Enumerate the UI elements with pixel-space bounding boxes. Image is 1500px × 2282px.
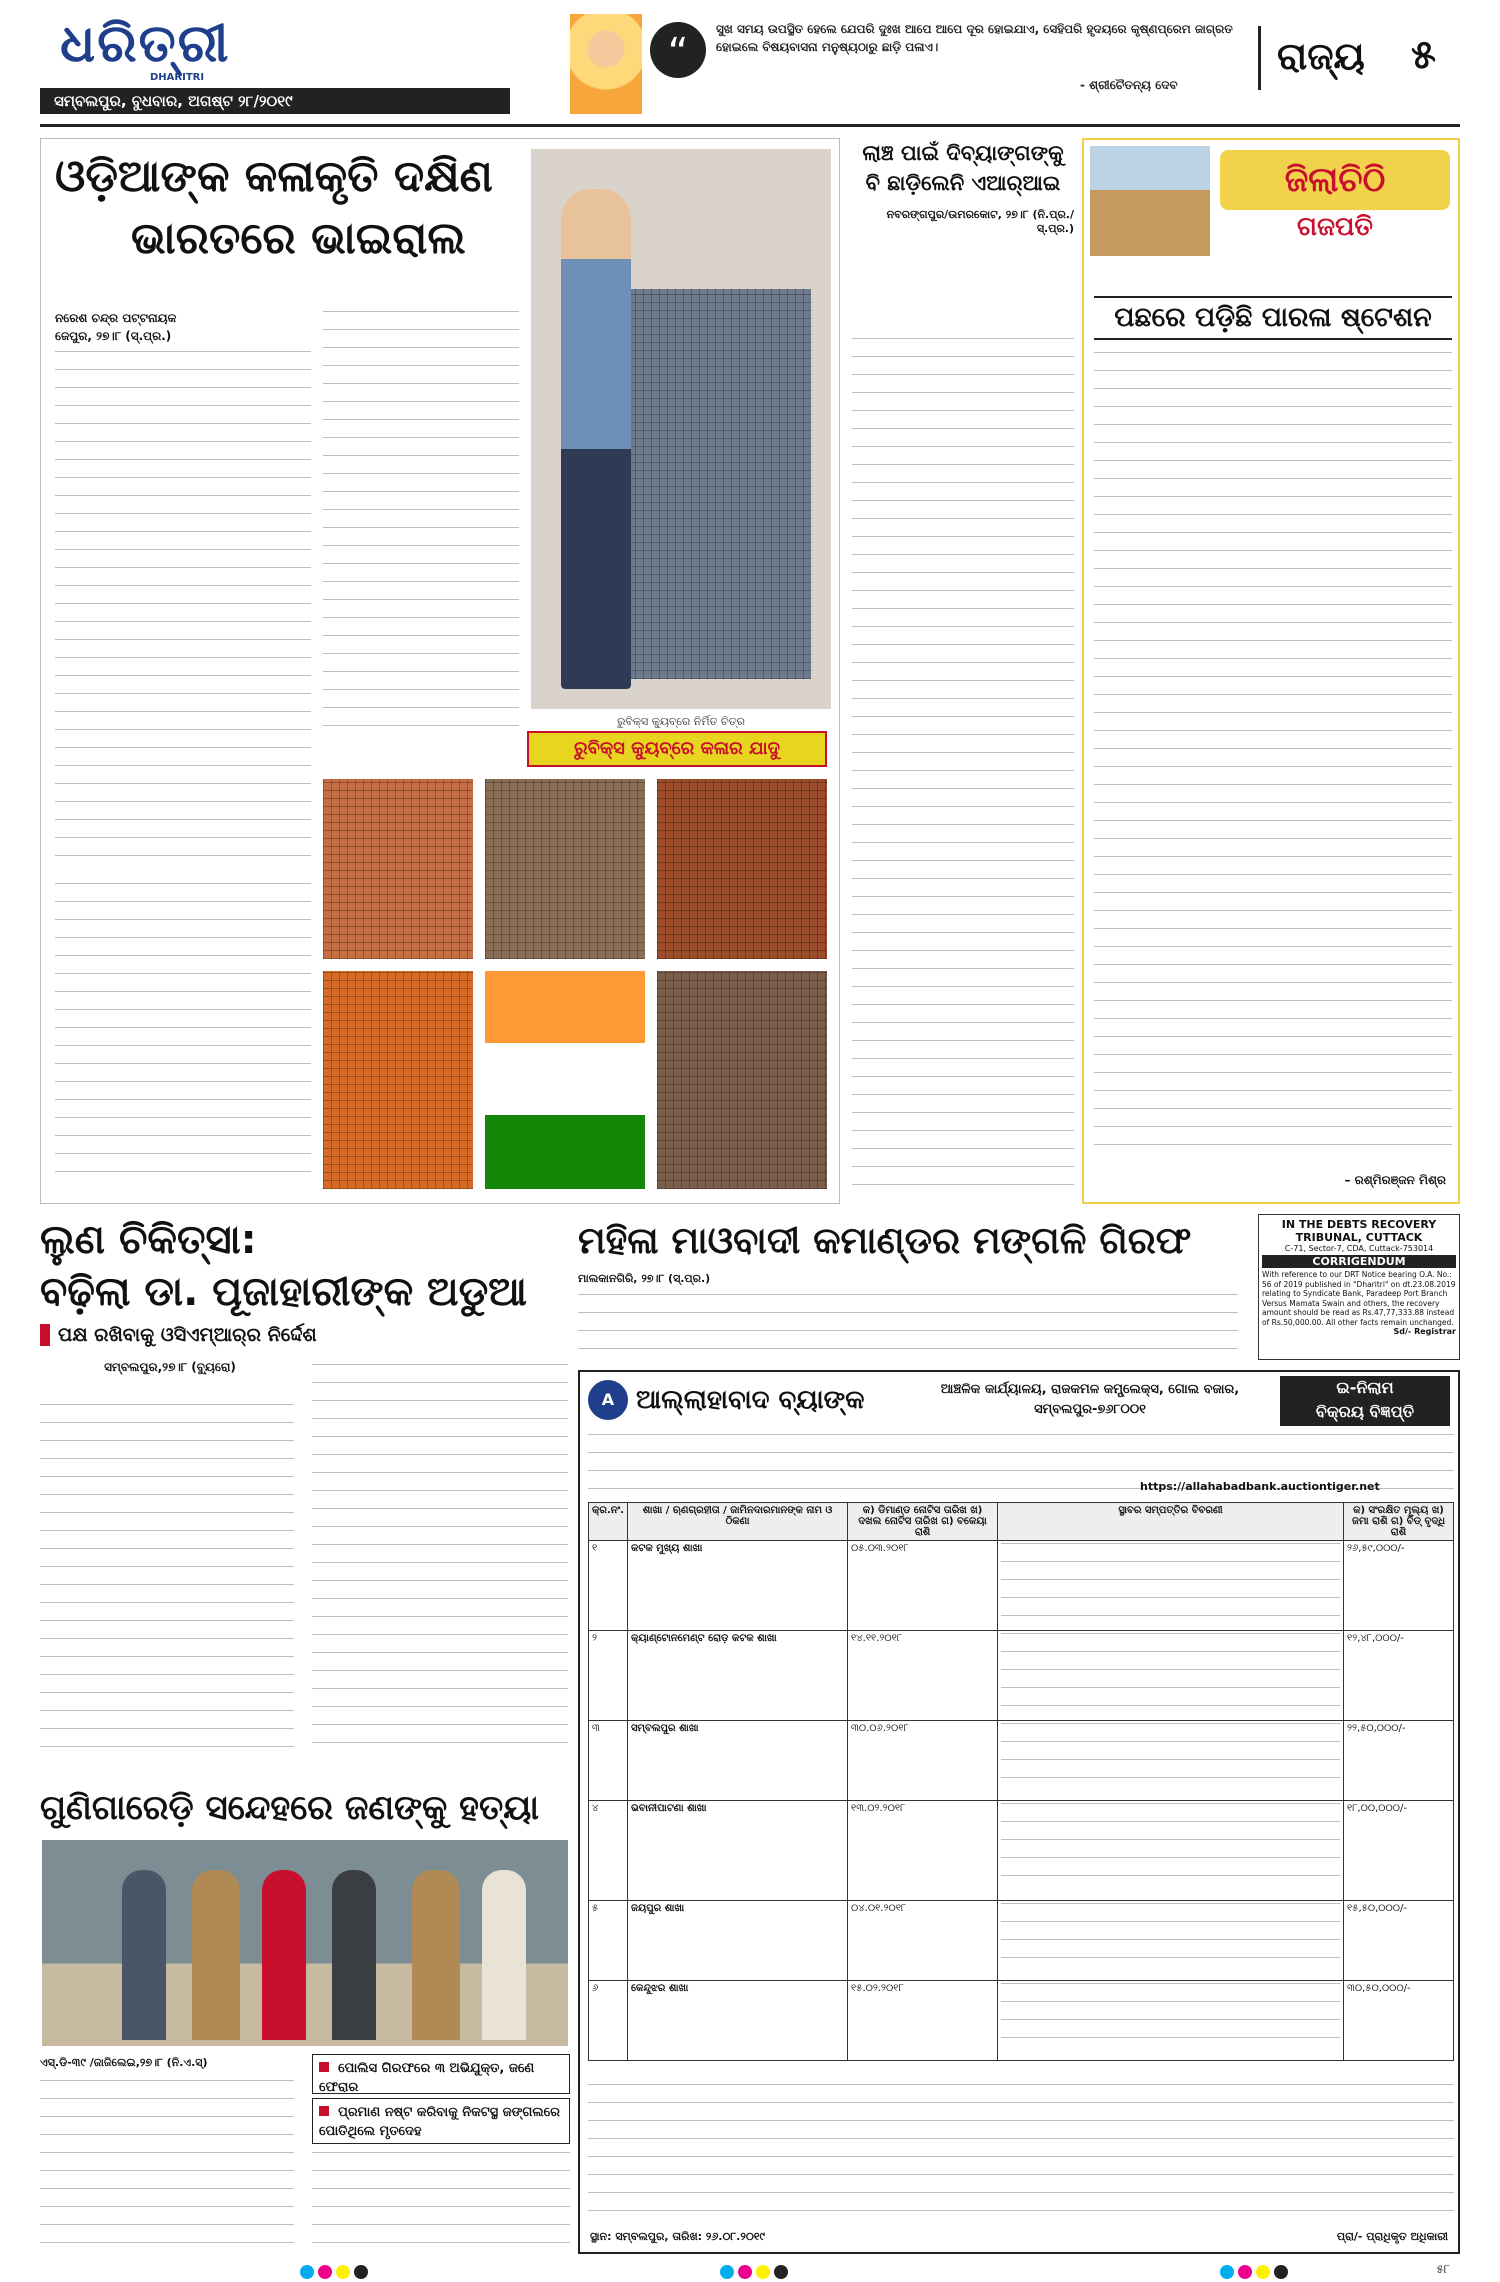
artist-photo [531, 149, 831, 728]
bank-office: ଆଞ୍ଚଳିକ କାର୍ଯ୍ୟାଳୟ, ରାଜକମଳ କମ୍ପ୍ଲେକ୍ସ, ଗୋଲ ବଜାର, ସମ୍ବଲପୁର-୭୬୮୦୦୧ [940, 1382, 1240, 1417]
story3-body-col2 [312, 1364, 568, 1754]
cube-art-4 [323, 971, 473, 1189]
story5-box1-text: ପୋଲିସ ଗିରଫରେ ୩ ଅଭିଯୁକ୍ତ, ଜଣେ ଫେରାର [319, 2061, 535, 2095]
story1-dateline: ଜେପୁର, ୨୭।୮ (ସ୍.ପ୍ର.) [55, 329, 172, 343]
table-row [589, 1901, 1454, 1981]
notice-sign: Sd/- Registrar [1393, 1327, 1456, 1336]
story3-dateline: ସମ୍ବଲପୁର,୨୭।୮ (ବ୍ୟୁରୋ) [104, 1360, 236, 1374]
story5-box2-text: ପ୍ରମାଣ ନଷ୍ଟ କରିବାକୁ ନିକଟସ୍ଥ ଜଙ୍ଗଲରେ ପୋତିଥିଲେ ମୃତଦେହ [319, 2105, 561, 2139]
row-no: ୧ [589, 1541, 628, 1631]
story5-box1 [312, 2054, 570, 2094]
police-officer-1 [192, 1870, 240, 2040]
rubiks-portrait [611, 289, 811, 679]
masthead-quote-author: - ଶ୍ରୀଚୈତନ୍ୟ ଦେବ [1080, 78, 1178, 92]
masthead-logo: ଧରିତ୍ରୀ [60, 14, 231, 74]
ad-terms [588, 2084, 1454, 2214]
story1-banner-text: ରୁବିକ୍ସ କ୍ୟୁବ୍‌ରେ କଳାର ଯାଦୁ [573, 738, 781, 759]
row-property [998, 1631, 1344, 1721]
yellow-dot [336, 2265, 350, 2279]
registration-marks-mid [720, 2264, 792, 2282]
row-property [998, 1801, 1344, 1901]
row-dates: ୧୩.୦୨.୨୦୧୮ [848, 1801, 998, 1901]
story5-headline: ଗୁଣିଗାରେଡ଼ି ସନ୍ଦେହରେ ଜଣଙ୍କୁ ହତ୍ୟା [40, 1788, 539, 1828]
story5-dateline: ଏସ୍.ଡି-୩୯ /ଜାଜିଲେଇ,୨୭।୮ (ନି.ଏ.ସ୍) [40, 2056, 208, 2069]
magenta-dot [738, 2265, 752, 2279]
cube-art-india-map [485, 971, 645, 1189]
table-header-row [589, 1503, 1454, 1541]
row-branch: କ୍ୟାଣ୍ଟୋନମେଣ୍ଟ ରୋଡ଼ କଟକ ଶାଖା [628, 1631, 848, 1721]
notice-body: With reference to our DRT Notice bearing O.A. No.: 56 of 2019 published in "Dharitri" on dt.23.08.2019 relating to Syndicate Bank, Paradeep Port Branch Versus Mamata Swain and others, the recovery amount should be read as Rs.47,77,333.88 instead of Rs.50,000.00. All other facts remain unchanged. [1262, 1270, 1456, 1327]
table-row [589, 1631, 1454, 1721]
notice-court: IN THE DEBTS RECOVERY TRIBUNAL, CUTTACK [1281, 1218, 1437, 1244]
story2-dateline: ନବରଙ୍ଗପୁର/ଉମରକୋଟ, ୨୭।୮ (ନି.ପ୍ର./ସ୍.ପ୍ର.) [886, 208, 1074, 235]
cyan-dot [1220, 2265, 1234, 2279]
story1-body-col2 [323, 311, 519, 743]
row-property [998, 1981, 1344, 2061]
murder-story [40, 1784, 570, 2254]
registration-marks-left [300, 2264, 372, 2282]
masthead-logo-sub: DHARITRI [150, 72, 205, 83]
district-tag-box [1220, 150, 1450, 210]
row-no: ୨ [589, 1631, 628, 1721]
row-no: ୫ [589, 1901, 628, 1981]
drt-corrigendum [1258, 1214, 1460, 1360]
row-price: ୧୮,୦୦,୦୦୦/- [1344, 1801, 1454, 1901]
registration-marks-right [1220, 2264, 1292, 2282]
row-dates: ୧୪.୧୧.୨୦୧୮ [848, 1631, 998, 1721]
page-footer-number: ୫୮ [1436, 2262, 1450, 2276]
row-no: ୬ [589, 1981, 628, 2061]
row-price: ୨୨,୫୦,୦୦୦/- [1344, 1721, 1454, 1801]
table-row [589, 1981, 1454, 2061]
accused-person-4 [482, 1870, 526, 2040]
story2-headline: ଲାଞ୍ଚ ପାଇଁ ଦିବ୍ୟାଙ୍ଗଙ୍କୁ ବି ଛାଡ଼ିଲେନି ଏଆର୍‌ଆଇ [862, 141, 1064, 195]
auction-table [588, 1502, 1454, 2061]
auction-title-2: ବିକ୍ରୟ ବିଜ୍ଞପ୍ତି [1315, 1402, 1415, 1421]
story3-subhead-text: ପକ୍ଷ ରଖିବାକୁ ଓସିଏମ୍‌ଆର୍‌ର ନିର୍ଦ୍ଦେଶ [58, 1324, 317, 1346]
story2-body [852, 338, 1074, 1188]
row-dates: ୧୫.୦୨.୨୦୧୮ [848, 1981, 998, 2061]
col-header: କ) ସଂରକ୍ଷିତ ମୂଲ୍ୟ ଖ) ଜମା ରାଶି ଗ) ବିଡ୍ ବୃଦ୍ଧି ରାଶି [1344, 1503, 1454, 1541]
story5-body-col1 [40, 2080, 294, 2250]
story4-body [578, 1294, 1238, 1356]
police-officer-2 [412, 1870, 460, 2040]
story1-photo-caption: ରୁବିକ୍ସ କ୍ୟୁବ୍‌ରେ ନିର୍ମିତ ଚିତ୍ର [617, 715, 745, 728]
row-branch: ଜୟପୁର ଶାଖା [628, 1901, 848, 1981]
magenta-dot [1238, 2265, 1252, 2279]
feature-story [40, 138, 840, 1204]
story3-subhead [40, 1324, 570, 1346]
row-dates: ୦୪.୦୧.୨୦୧୮ [848, 1901, 998, 1981]
yellow-dot [756, 2265, 770, 2279]
story5-box2 [312, 2098, 570, 2144]
masthead-dateline: ସମ୍ବଲପୁର, ବୁଧବାର, ଅଗଷ୍ଟ ୨୮/୨୦୧୯ [54, 92, 293, 110]
section-name: ରାଜ୍ୟ [1277, 34, 1365, 78]
accused-photo [40, 1838, 570, 2048]
black-dot [1274, 2265, 1288, 2279]
cube-art-6 [657, 971, 827, 1189]
accused-person-1 [122, 1870, 166, 2040]
cube-art-2 [485, 779, 645, 959]
bullet-icon [319, 2106, 329, 2116]
story3-headline-2: ବଢ଼ିଲା ଡା. ପୂଜାହାରୀଙ୍କ ଅଡୁଆ [40, 1269, 527, 1315]
dateline-bar [40, 88, 510, 114]
row-property [998, 1541, 1344, 1631]
ad-website[interactable]: https://allahabadbank.auctiontiger.net [1140, 1480, 1380, 1493]
bullet-icon [319, 2062, 329, 2072]
bank-auction-ad [578, 1370, 1460, 2254]
row-property [998, 1721, 1344, 1801]
row-price: ୩୦,୫୦,୦୦୦/- [1344, 1981, 1454, 2061]
story1-banner [527, 731, 827, 767]
row-no: ୩ [589, 1721, 628, 1801]
bribe-story [852, 138, 1074, 1204]
row-branch: ଭବାନୀପାଟଣା ଶାଖା [628, 1801, 848, 1901]
col-header: କ୍ର.ନଂ. [589, 1503, 628, 1541]
row-branch: କେନ୍ଦୁଝର ଶାଖା [628, 1981, 848, 2061]
page-footer [40, 2262, 1460, 2280]
cyan-dot [300, 2265, 314, 2279]
row-dates: ୩୦.୦୬.୨୦୧୮ [848, 1721, 998, 1801]
district-name: ଗଜପତି [1297, 212, 1373, 242]
col-header: ଶାଖା / ଋଣଗ୍ରହୀତା / ଜାମିନଦାରମାନଙ୍କ ନାମ ଓ ଠିକଣା [628, 1503, 848, 1541]
cube-art-1 [323, 779, 473, 959]
row-branch: ସମ୍ବଲପୁର ଶାଖା [628, 1721, 848, 1801]
district-headline: ପଛରେ ପଡ଼ିଛି ପାରଳା ଷ୍ଟେଶନ [1094, 296, 1452, 340]
auction-title-1: ଇ-ନିଲାମ [1336, 1378, 1394, 1397]
accused-person-3 [332, 1870, 376, 2040]
story1-headline-1: ଓଡ଼ିଆଙ୍କ କଳାକୃତି ଦକ୍ଷିଣ [55, 151, 493, 202]
story3-headline-1: ଲୁଣ ଚିକିତ୍ସା: [40, 1217, 257, 1263]
district-letter [1082, 138, 1460, 1204]
district-tag: ଜିଲାଚିଠି [1284, 160, 1386, 200]
salt-therapy-story [40, 1214, 570, 1774]
black-dot [354, 2265, 368, 2279]
district-body [1094, 352, 1452, 1162]
row-price: ୧୫,୫୦,୦୦୦/- [1344, 1901, 1454, 1981]
table-row [589, 1801, 1454, 1901]
ad-footer-place: ସ୍ଥାନ: ସମ୍ବଲପୁର, ତାରିଖ: ୨୬.୦୮.୨୦୧୯ [590, 2230, 765, 2243]
cube-art-3 [657, 779, 827, 959]
story1-body-col3 [55, 883, 311, 1183]
magenta-dot [318, 2265, 332, 2279]
bank-name: ଆଲ୍ଲାହାବାଦ ବ୍ୟାଙ୍କ [636, 1385, 865, 1415]
col-header: କ) ଡିମାଣ୍ଡ ନୋଟିସ ତାରିଖ ଖ) ଦଖଲ ନୋଟିସ ତାରିଖ ଗ) ବକେୟା ରାଶି [848, 1503, 998, 1541]
maoist-story [578, 1214, 1248, 1354]
row-no: ୪ [589, 1801, 628, 1901]
story1-byline: ନରେଶ ଚନ୍ଦ୍ର ପଟ୍ଟନାୟକ [55, 311, 177, 325]
row-price: ୨୬,୫୯,୦୦୦/- [1344, 1541, 1454, 1631]
yellow-dot [1256, 2265, 1270, 2279]
accused-person-2 [262, 1870, 306, 2040]
table-row [589, 1721, 1454, 1801]
quote-icon: “ [650, 22, 706, 78]
palace-photo [1090, 146, 1210, 256]
story1-body-col1 [55, 351, 311, 871]
story4-dateline: ମାଲକାନଗିରି, ୨୭।୮ (ସ୍.ପ୍ର.) [578, 1272, 711, 1285]
row-branch: କଟକ ମୁଖ୍ୟ ଶାଖା [628, 1541, 848, 1631]
page-number: ୫ [1411, 32, 1436, 78]
masthead-quote: ସୁଖ ସମୟ ଉପସ୍ଥିତ ହେଲେ ଯେପରି ଦୁଃଖ ଆପେ ଆପେ ଦୂର ହୋଇଯାଏ, ସେହିପରି ହୃଦୟରେ କୃଷ୍ଣପ୍ରେମ ଜାଗ୍ରତ ହୋଇଲେ ବିଷୟବାସନା ମନୁଷ୍ୟଠାରୁ ଛାଡ଼ି ପଳାଏ। [716, 22, 1233, 54]
row-dates: ୦୫.୦୩.୨୦୧୮ [848, 1541, 998, 1631]
saint-portrait [570, 14, 642, 114]
story5-body-col2 [312, 2152, 570, 2250]
section-box [1258, 26, 1458, 90]
notice-address: C-71, Sector-7, CDA, Cuttack-753014 [1284, 1244, 1434, 1253]
row-property [998, 1901, 1344, 1981]
cyan-dot [720, 2265, 734, 2279]
bank-logo-icon: A [588, 1380, 628, 1420]
row-price: ୧୨,୪୮,୦୦୦/- [1344, 1631, 1454, 1721]
story4-headline: ମହିଳା ମାଓବାଦୀ କମାଣ୍ଡର ମଙ୍ଗଳି ଗିରଫ [578, 1219, 1192, 1262]
story1-headline-2: ଭାରତରେ ଭାଇରାଲ [131, 213, 466, 264]
black-dot [774, 2265, 788, 2279]
masthead-rule [40, 124, 1460, 127]
auction-table-wrap [588, 1502, 1454, 2061]
story3-body-col1 [40, 1404, 294, 1754]
ad-footer-sign: ପ୍ରା/- ପ୍ରାଧିକୃତ ଅଧିକାରୀ [1336, 2230, 1448, 2243]
masthead [40, 14, 1460, 114]
auction-title-box [1280, 1376, 1450, 1426]
table-row [589, 1541, 1454, 1631]
artist-figure [561, 189, 631, 689]
district-byline: – ରଶ୍ମିରଞ୍ଜନ ମିଶ୍ର [1344, 1173, 1446, 1187]
col-header: ସ୍ଥାବର ସମ୍ପତ୍ତିର ବିବରଣୀ [998, 1503, 1344, 1541]
notice-title: CORRIGENDUM [1262, 1255, 1456, 1268]
